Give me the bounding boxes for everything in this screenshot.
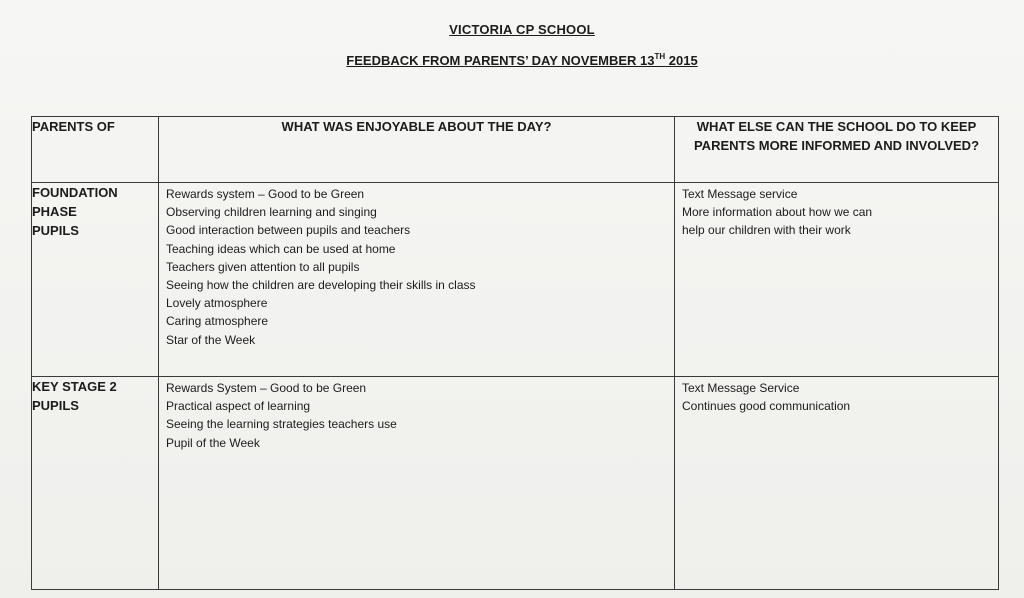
group-label-line: PUPILS [32, 223, 79, 238]
feedback-table [31, 116, 999, 590]
suggestions-list [675, 183, 998, 240]
list-item: Text Message service [682, 187, 798, 201]
group-label-line: KEY STAGE 2 [32, 379, 117, 394]
list-item: Continues good communication [682, 399, 851, 414]
group-label-line: PUPILS [32, 398, 79, 413]
subtitle-year: 2015 [665, 53, 698, 68]
suggestions-list [675, 377, 998, 415]
list-item: Good interaction between pupils and teachers [166, 223, 411, 238]
row-group-label [32, 377, 159, 590]
list-item: Lovely atmosphere [166, 296, 268, 311]
list-item: help our children with their work [682, 223, 851, 238]
list-item: Star of the Week [166, 332, 256, 347]
list-item: Seeing how the children are developing their skills in class [166, 278, 476, 293]
table-header-row [32, 117, 999, 183]
table-row [32, 377, 999, 590]
list-item: Observing children learning and singing [166, 205, 377, 220]
school-title: VICTORIA CP SCHOOL [449, 22, 595, 37]
header-parents-of: PARENTS OF [32, 117, 159, 183]
list-item: Seeing the learning strategies teachers use [166, 417, 397, 432]
subtitle-superscript: TH [654, 52, 666, 61]
list-item: Teachers given attention to all pupils [166, 259, 360, 274]
list-item: Rewards System – Good to be Green [166, 381, 367, 395]
list-item: Rewards system – Good to be Green [166, 187, 365, 201]
list-item: More information about how we can [682, 205, 873, 220]
suggestions-cell [675, 377, 999, 590]
enjoyable-list [159, 183, 674, 349]
list-item: Text Message Service [682, 381, 800, 395]
enjoyable-cell [159, 183, 675, 377]
header-enjoyable: WHAT WAS ENJOYABLE ABOUT THE DAY? [159, 117, 675, 183]
list-item: Practical aspect of learning [166, 399, 311, 414]
enjoyable-list [159, 377, 674, 452]
group-label-line: FOUNDATION [32, 185, 118, 200]
list-item: Caring atmosphere [166, 314, 269, 329]
list-item: Teaching ideas which can be used at home [166, 241, 396, 256]
enjoyable-cell [159, 377, 675, 590]
suggestions-cell [675, 183, 999, 377]
header-suggestions: WHAT ELSE CAN THE SCHOOL DO TO KEEP PARENTS MORE INFORMED AND INVOLVED? [675, 117, 999, 183]
list-item: Pupil of the Week [166, 435, 260, 450]
document-subtitle [0, 52, 1024, 68]
subtitle-underlined [342, 53, 701, 68]
table-row [32, 183, 999, 377]
row-group-label [32, 183, 159, 377]
subtitle-text: FEEDBACK FROM PARENTS’ DAY NOVEMBER 13 [346, 53, 655, 68]
group-label-line: PHASE [32, 204, 77, 219]
